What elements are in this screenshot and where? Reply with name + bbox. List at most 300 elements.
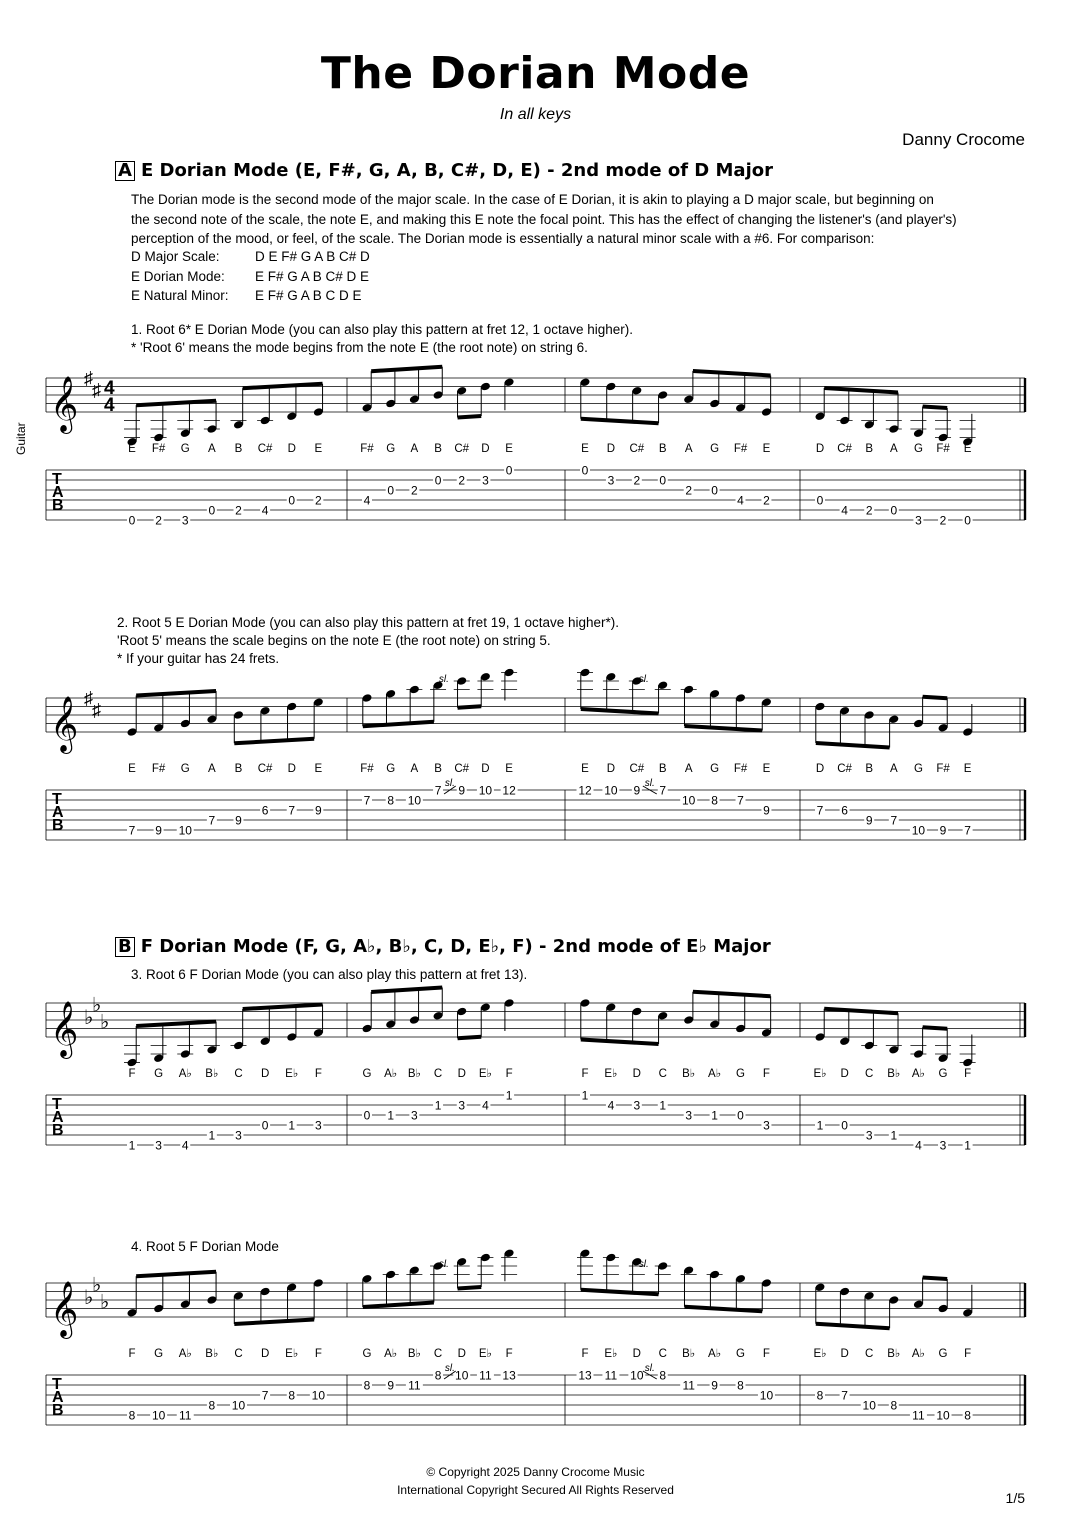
note-beam	[458, 416, 482, 417]
note-name: D	[815, 443, 825, 455]
exercise-note: 2. Root 5 E Dorian Mode (you can also play this pattern at fret 19, 1 octave higher*).	[117, 615, 620, 630]
tab-number: 10	[455, 1368, 469, 1383]
copyright: © Copyright 2025 Danny Crocome Music	[426, 1465, 645, 1479]
tab-number: 9	[155, 823, 162, 838]
tab-number: 0	[737, 1108, 744, 1123]
note-name: D	[457, 1068, 466, 1080]
note-name: B	[658, 763, 667, 775]
tab-number: 11	[408, 1378, 421, 1393]
note-name: B♭	[205, 1068, 219, 1080]
exercise-1-notes	[131, 321, 633, 357]
flat-icon: ♭	[92, 1274, 102, 1297]
tab-number: 4	[737, 493, 744, 508]
note-name: E	[762, 763, 771, 775]
note-name: F#	[360, 763, 374, 775]
tab-clef-icon: T	[52, 471, 62, 488]
note-name: D	[260, 1068, 270, 1080]
tab-number: 8	[816, 1388, 824, 1403]
note-beam	[684, 726, 762, 730]
note-name: A	[889, 443, 898, 455]
note-name: F	[581, 1348, 589, 1360]
note-beam	[824, 388, 898, 392]
tab-number: 7	[816, 803, 824, 818]
tab-number: 4	[915, 1138, 922, 1153]
tab-number: 9	[315, 803, 322, 818]
note-beam	[458, 1037, 482, 1038]
note-name: E	[581, 443, 589, 455]
note-name: B	[234, 443, 243, 455]
sharp-icon: ♯	[84, 688, 93, 708]
tab-number: 0	[363, 1108, 371, 1123]
tab-number: 10	[231, 1398, 246, 1413]
tab-number: 1	[208, 1128, 216, 1143]
note-name: C#	[257, 763, 273, 775]
tab-number: 3	[181, 513, 189, 528]
note-name: A♭	[178, 1348, 192, 1360]
note-name: F	[964, 1068, 972, 1080]
tab-number: 1	[964, 1138, 971, 1153]
exercise-note: 3. Root 6 F Dorian Mode (you can also play this pattern at fret 13).	[131, 967, 528, 982]
note-name: C	[234, 1068, 243, 1080]
note-name: D	[260, 1348, 270, 1360]
tab-number: 9	[763, 803, 770, 818]
note-beam	[371, 367, 442, 371]
note-beam	[136, 1272, 216, 1276]
tab-number: 3	[458, 1098, 466, 1113]
tab-number: 1	[505, 1088, 513, 1103]
note-name: A♭	[708, 1348, 722, 1360]
note-beam	[363, 1303, 434, 1307]
note-name: D	[287, 443, 296, 455]
tab-number: 1	[816, 1118, 824, 1133]
treble-clef-icon: 𝄞	[50, 1003, 79, 1056]
note-name: F	[581, 1068, 589, 1080]
tab-number: 0	[816, 493, 824, 508]
paragraph-line: perception of the mood, or feel, of the scale. The Dorian mode is essentially a natural minor scale with a #6. For comparison:	[131, 231, 875, 246]
tab-number: 0	[890, 503, 898, 518]
note-name: E	[314, 443, 323, 455]
note-name: G	[913, 443, 923, 455]
note-beam	[136, 1022, 216, 1026]
paragraph-line: the second note of the scale, the note E, and making this E note the focal point. This has the effect of changing the listener's (and player's)	[131, 211, 957, 227]
note-name: G	[938, 1348, 948, 1360]
note-name: D	[287, 763, 296, 775]
tab-number: 8	[128, 1408, 136, 1423]
note-name: C	[865, 1348, 874, 1360]
exercise-3-notes	[131, 966, 527, 984]
tab-number: 3	[482, 473, 489, 488]
section-a-paragraph	[131, 190, 1051, 249]
tab-number: 2	[633, 473, 641, 488]
note-name: B♭	[205, 1348, 219, 1360]
comparison-label: E Dorian Mode:	[131, 268, 225, 284]
tab-number: 7	[363, 793, 371, 808]
note-name: C#	[629, 443, 645, 455]
tab-number: 4	[261, 503, 269, 518]
note-beam	[684, 1307, 762, 1311]
note-beam	[923, 1027, 948, 1028]
slide-label: sl.	[438, 1259, 449, 1270]
note-name: E♭	[604, 1348, 618, 1360]
instrument-label: Guitar	[14, 422, 28, 455]
note-name: B	[865, 443, 874, 455]
system-1	[0, 360, 1071, 540]
tab-number: 8	[737, 1378, 744, 1393]
note-name: C#	[837, 763, 852, 775]
note-name: B♭	[682, 1348, 696, 1360]
note-name: D	[632, 1068, 641, 1080]
note-name: A	[889, 763, 898, 775]
note-name: E	[963, 443, 972, 455]
note-name: C	[865, 1068, 874, 1080]
tab-number: 7	[890, 813, 898, 828]
tab-number: 10	[630, 1368, 644, 1383]
note-name: F#	[936, 443, 950, 455]
tab-number: 8	[208, 1398, 216, 1413]
note-name: F	[505, 1068, 513, 1080]
note-beam	[458, 1287, 482, 1288]
tab-number: 9	[633, 783, 641, 798]
tab-number: 13	[578, 1368, 592, 1383]
section-a-title: E Dorian Mode (E, F#, G, A, B, C#, D, E) - 2nd mode of D Major	[140, 160, 773, 181]
note-beam	[136, 691, 216, 695]
tab-clef-icon: A	[52, 484, 64, 501]
tab-number: 11	[912, 1408, 925, 1423]
note-name: G	[386, 763, 396, 775]
exercise-note: 1. Root 6* E Dorian Mode (you can also play this pattern at fret 12, 1 octave higher).	[131, 322, 634, 337]
tab-number: 12	[502, 783, 516, 798]
note-beam	[243, 1005, 323, 1009]
tab-number: 4	[482, 1098, 489, 1113]
note-name: A♭	[178, 1068, 192, 1080]
note-name: A♭	[384, 1068, 398, 1080]
tab-number: 10	[604, 783, 618, 798]
section-a-heading	[115, 160, 773, 181]
tab-number: 7	[659, 783, 667, 798]
note-beam	[363, 722, 434, 726]
tab-number: 3	[633, 1098, 641, 1113]
note-name: F	[762, 1348, 770, 1360]
rights-notice: International Copyright Secured All Rights Reserved	[397, 1483, 674, 1497]
tab-clef-icon: T	[52, 1096, 62, 1113]
note-name: E♭	[813, 1068, 827, 1080]
note-name: G	[180, 443, 190, 455]
tab-number: 8	[288, 1388, 296, 1403]
note-beam	[458, 706, 482, 707]
tab-number: 7	[208, 813, 216, 828]
note-name: C	[433, 1348, 443, 1360]
note-name: B♭	[887, 1348, 901, 1360]
note-beam	[693, 992, 771, 996]
tab-number: 6	[261, 803, 269, 818]
tab-number: 10	[862, 1398, 876, 1413]
note-name: E♭	[285, 1348, 299, 1360]
sharp-icon: ♯	[92, 700, 101, 720]
tab-number: 2	[865, 503, 873, 518]
slide-label: sl.	[644, 1363, 655, 1374]
tab-number: 0	[288, 493, 296, 508]
tab-number: 13	[502, 1368, 516, 1383]
note-name: C	[433, 1068, 443, 1080]
tab-number: 10	[682, 793, 696, 808]
tab-number: 1	[387, 1108, 395, 1123]
section-b-title: F Dorian Mode (F, G, A♭, B♭, C, D, E♭, F) - 2nd mode of E♭ Major	[140, 936, 771, 957]
tab-number: 11	[479, 1368, 492, 1383]
note-name: B	[234, 763, 243, 775]
note-name: E	[762, 443, 771, 455]
tab-number: 3	[411, 1108, 418, 1123]
tab-number: 9	[235, 813, 242, 828]
note-name: F	[964, 1348, 972, 1360]
note-beam	[824, 1009, 898, 1013]
exercise-2-notes	[117, 614, 619, 668]
paragraph-line: The Dorian mode is the second mode of the major scale. In the case of E Dorian, it is akin to playing a D major scale, but beginning on	[131, 192, 934, 207]
tab-number: 3	[235, 1128, 242, 1143]
note-name: C#	[629, 763, 645, 775]
note-name: C	[658, 1348, 667, 1360]
note-name: B	[434, 443, 442, 455]
tab-number: 4	[181, 1138, 189, 1153]
tab-number: 10	[311, 1388, 326, 1403]
note-name: G	[386, 443, 396, 455]
tab-number: 0	[434, 473, 442, 488]
system-3	[0, 985, 1071, 1165]
tab-number: 7	[841, 1388, 848, 1403]
note-name: F#	[733, 443, 748, 455]
note-name: D	[840, 1068, 849, 1080]
exercise-note: * 'Root 6' means the mode begins from the note E (the root note) on string 6.	[131, 340, 588, 355]
slide-label: sl.	[644, 778, 655, 789]
note-name: G	[362, 1348, 372, 1360]
section-a-marker: A	[115, 161, 135, 181]
note-name: A	[410, 443, 419, 455]
note-name: C	[658, 1068, 667, 1080]
note-name: E	[505, 443, 513, 455]
tab-number: 8	[387, 793, 395, 808]
tab-number: 7	[288, 803, 296, 818]
tab-number: 3	[155, 1138, 162, 1153]
note-name: A	[208, 763, 216, 775]
tab-number: 7	[737, 793, 744, 808]
note-name: C#	[257, 443, 273, 455]
note-beam	[816, 743, 890, 747]
tab-number: 10	[151, 1408, 166, 1423]
note-name: F#	[936, 763, 950, 775]
tab-number: 9	[458, 783, 466, 798]
tab-clef-icon: B	[52, 817, 64, 834]
note-beam	[234, 739, 314, 743]
flat-icon: ♭	[100, 1011, 110, 1034]
tab-number: 8	[659, 1368, 667, 1383]
comparison-notes: E F# G A B C# D E	[255, 268, 370, 284]
tab-number: 2	[411, 483, 418, 498]
tab-number: 9	[939, 823, 947, 838]
page-title: The Dorian Mode	[320, 48, 751, 99]
note-name: C	[234, 1348, 243, 1360]
flat-icon: ♭	[84, 1007, 94, 1029]
tab-clef-icon: B	[52, 1402, 64, 1419]
note-name: D	[606, 763, 616, 775]
note-name: F	[762, 1068, 770, 1080]
note-name: G	[180, 763, 190, 775]
tab-clef-icon: B	[52, 1122, 64, 1139]
flat-icon: ♭	[84, 1287, 94, 1309]
note-name: F	[128, 1348, 136, 1360]
footer	[0, 1463, 1071, 1499]
tab-number: 8	[890, 1398, 898, 1413]
note-name: E	[314, 763, 323, 775]
sharp-icon: ♯	[92, 380, 101, 400]
note-name: F	[128, 1068, 136, 1080]
tab-number: 11	[179, 1408, 192, 1423]
slide-label: sl.	[438, 674, 449, 685]
comparison-notes: E F# G A B C D E	[255, 288, 362, 303]
tab-number: 0	[711, 483, 718, 498]
note-beam	[234, 1320, 314, 1324]
note-name: A	[208, 443, 216, 455]
comparison-row	[131, 247, 370, 267]
composer-name: Danny Crocome	[902, 130, 1025, 149]
note-name: B	[658, 443, 667, 455]
tab-number: 10	[178, 823, 192, 838]
note-name: E	[581, 763, 589, 775]
slide-label: sl.	[444, 778, 455, 789]
note-name: D	[632, 1348, 641, 1360]
tab-number: 2	[155, 513, 162, 528]
time-signature-bottom: 4	[104, 395, 115, 416]
treble-clef-icon: 𝄞	[50, 378, 79, 431]
note-name: A♭	[911, 1068, 925, 1080]
tab-number: 10	[407, 793, 422, 808]
note-name: A	[684, 443, 693, 455]
note-name: D	[606, 443, 616, 455]
note-name: E♭	[478, 1348, 492, 1360]
tab-number: 6	[841, 803, 848, 818]
tab-number: 3	[865, 1128, 873, 1143]
note-beam	[581, 709, 659, 713]
tab-number: 1	[128, 1138, 136, 1153]
tab-number: 4	[841, 503, 848, 518]
tab-number: 2	[458, 473, 466, 488]
note-name: F	[314, 1348, 322, 1360]
tab-number: 10	[478, 783, 493, 798]
tab-number: 1	[434, 1098, 442, 1113]
sharp-icon: ♯	[84, 368, 93, 388]
note-name: B♭	[682, 1068, 696, 1080]
section-b-heading	[115, 936, 771, 957]
note-name: A♭	[708, 1068, 722, 1080]
slide-label: sl.	[638, 1259, 649, 1270]
tab-number: 0	[261, 1118, 269, 1133]
note-name: G	[154, 1348, 164, 1360]
tab-number: 4	[607, 1098, 615, 1113]
tab-number: 2	[939, 513, 947, 528]
note-beam	[923, 1278, 948, 1279]
tab-number: 2	[763, 493, 770, 508]
comparison-row	[131, 267, 370, 287]
tab-number: 11	[682, 1378, 695, 1393]
note-name: E	[128, 763, 136, 775]
tab-number: 2	[235, 503, 242, 518]
note-name: E♭	[604, 1068, 618, 1080]
note-name: A	[410, 763, 419, 775]
tab-number: 7	[128, 823, 136, 838]
tab-clef-icon: A	[52, 804, 64, 821]
note-beam	[581, 1290, 659, 1294]
note-name: A♭	[911, 1348, 925, 1360]
flat-icon: ♭	[100, 1291, 110, 1314]
tab-number: 1	[288, 1118, 296, 1133]
note-name: F#	[151, 443, 166, 455]
tab-number: 3	[763, 1118, 770, 1133]
note-name: D	[481, 443, 490, 455]
note-name: G	[710, 763, 720, 775]
tab-number: 3	[939, 1138, 947, 1153]
note-beam	[923, 407, 948, 408]
tab-number: 9	[865, 813, 873, 828]
note-name: E♭	[813, 1348, 827, 1360]
section-b-marker: B	[115, 937, 135, 957]
note-beam	[136, 401, 216, 405]
tab-number: 1	[890, 1128, 898, 1143]
tab-number: 3	[915, 513, 922, 528]
tab-number: 8	[964, 1408, 971, 1423]
note-name: G	[736, 1348, 746, 1360]
tab-number: 0	[841, 1118, 848, 1133]
tab-number: 8	[363, 1378, 371, 1393]
tab-number: 1	[581, 1088, 589, 1103]
tab-number: 1	[711, 1108, 718, 1123]
note-name: C#	[454, 443, 470, 455]
note-beam	[581, 419, 659, 423]
exercise-4-notes	[131, 1238, 279, 1256]
note-name: E	[963, 763, 972, 775]
note-name: E	[505, 763, 513, 775]
system-4	[0, 1255, 1071, 1445]
note-name: A♭	[384, 1348, 398, 1360]
note-beam	[243, 384, 323, 388]
tab-number: 0	[581, 463, 589, 478]
tab-number: 2	[685, 483, 693, 498]
tab-number: 2	[315, 493, 322, 508]
note-name: G	[938, 1068, 948, 1080]
page-subtitle: In all keys	[499, 106, 572, 123]
note-name: B	[865, 763, 874, 775]
tab-number: 0	[128, 513, 136, 528]
note-name: D	[815, 763, 825, 775]
exercise-note: 'Root 5' means the scale begins on the note E (the root note) on string 5.	[117, 633, 551, 648]
tab-number: 9	[387, 1378, 395, 1393]
tab-number: 10	[936, 1408, 950, 1423]
note-name: B♭	[407, 1068, 421, 1080]
tab-clef-icon: T	[52, 791, 62, 808]
note-name: G	[913, 763, 923, 775]
tab-number: 8	[711, 793, 718, 808]
tab-number: 10	[911, 823, 926, 838]
comparison-label: E Natural Minor:	[131, 288, 229, 303]
treble-clef-icon: 𝄞	[50, 1283, 79, 1336]
tab-clef-icon: B	[52, 497, 64, 514]
treble-clef-icon: 𝄞	[50, 698, 79, 751]
exercise-note: 4. Root 5 F Dorian Mode	[131, 1239, 279, 1254]
note-name: D	[481, 763, 490, 775]
note-name: E	[128, 443, 136, 455]
tab-clef-icon: T	[52, 1376, 62, 1393]
note-name: F#	[151, 763, 166, 775]
slide-label: sl.	[444, 1363, 455, 1374]
tab-number: 3	[607, 473, 615, 488]
comparison-label: D Major Scale:	[131, 249, 220, 264]
